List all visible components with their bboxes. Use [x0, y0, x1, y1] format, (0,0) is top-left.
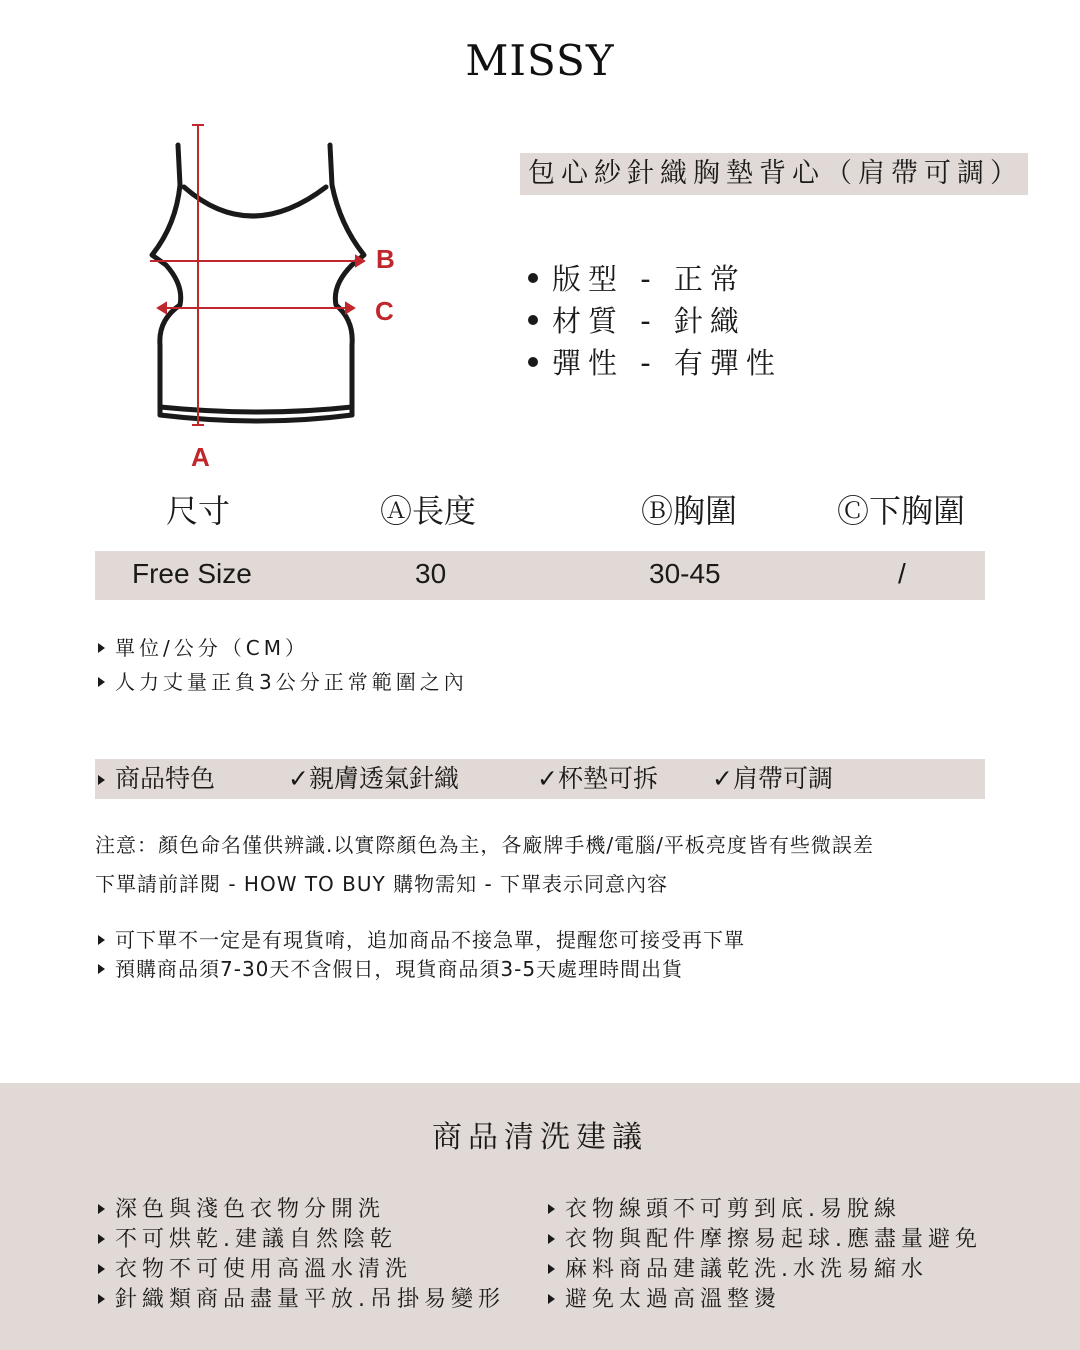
triangle-bullet-icon: [98, 1234, 105, 1244]
bust-cell: 30-45: [649, 558, 721, 589]
care-title: 商品清洗建議: [432, 1120, 648, 1155]
care-item: 衣物不可使用高溫水清洗: [98, 1252, 412, 1283]
attribute-item: 彈性 - 有彈性: [528, 342, 782, 384]
care-item: 麻料商品建議乾洗.水洗易縮水: [548, 1252, 928, 1283]
tank-top-diagram: [140, 115, 400, 475]
triangle-bullet-icon: [98, 643, 105, 653]
order-notice: 下單請前詳閱 - HOW TO BUY 購物需知 - 下單表示同意內容: [95, 872, 669, 896]
notice-bullet: 預購商品須7-30天不含假日，現貨商品須3-5天處理時間出貨: [98, 953, 683, 982]
care-item: 避免太過高溫整燙: [548, 1282, 781, 1313]
size-note: 單位/公分（CM）: [98, 632, 309, 661]
care-item: 衣物與配件摩擦易起球.應盡量避免: [548, 1222, 982, 1253]
brand-logo: MISSY: [465, 36, 615, 85]
triangle-bullet-icon: [98, 964, 105, 974]
product-title: 包心紗針織胸墊背心（肩帶可調）: [520, 153, 1028, 195]
triangle-bullet-icon: [548, 1264, 555, 1274]
care-item: 衣物線頭不可剪到底.易脫線: [548, 1192, 901, 1223]
triangle-bullet-icon: [98, 935, 105, 945]
care-item: 深色與淺色衣物分開洗: [98, 1192, 385, 1223]
features-label: 商品特色: [98, 760, 215, 798]
product-attributes: [528, 258, 782, 384]
length-cell: 30: [415, 558, 447, 589]
underbust-header: Ⓒ下胸圍: [837, 492, 966, 530]
feature-item: ✓肩帶可調: [712, 764, 833, 793]
triangle-bullet-icon: [98, 1204, 105, 1214]
triangle-bullet-icon: [98, 775, 105, 785]
attribute-item: 版型 - 正常: [528, 258, 782, 300]
label-b: B: [376, 244, 395, 274]
triangle-bullet-icon: [98, 677, 105, 687]
triangle-bullet-icon: [548, 1234, 555, 1244]
length-header: Ⓐ長度: [380, 492, 477, 530]
care-item: 針織類商品盡量平放.吊掛易變形: [98, 1282, 505, 1313]
bust-header: Ⓑ胸圍: [641, 492, 738, 530]
underbust-cell: /: [898, 558, 906, 589]
color-notice: 注意：顏色命名僅供辨識.以實際顏色為主，各廠牌手機/電腦/平板亮度皆有些微誤差: [95, 833, 874, 857]
feature-item: ✓杯墊可拆: [537, 764, 658, 793]
notice-bullet: 可下單不一定是有現貨唷，追加商品不接急單，提醒您可接受再下單: [98, 924, 745, 953]
triangle-bullet-icon: [98, 1264, 105, 1274]
attribute-item: 材質 - 針織: [528, 300, 782, 342]
garment-outline: [152, 145, 364, 421]
triangle-bullet-icon: [548, 1204, 555, 1214]
size-cell: Free Size: [132, 558, 252, 589]
label-c: C: [375, 296, 394, 326]
triangle-bullet-icon: [548, 1294, 555, 1304]
triangle-bullet-icon: [98, 1294, 105, 1304]
size-header: 尺寸: [166, 492, 231, 530]
feature-item: ✓親膚透氣針織: [288, 764, 459, 793]
care-item: 不可烘乾.建議自然陰乾: [98, 1222, 397, 1253]
label-a: A: [191, 442, 210, 472]
size-note: 人力丈量正負3公分正常範圍之內: [98, 666, 468, 695]
